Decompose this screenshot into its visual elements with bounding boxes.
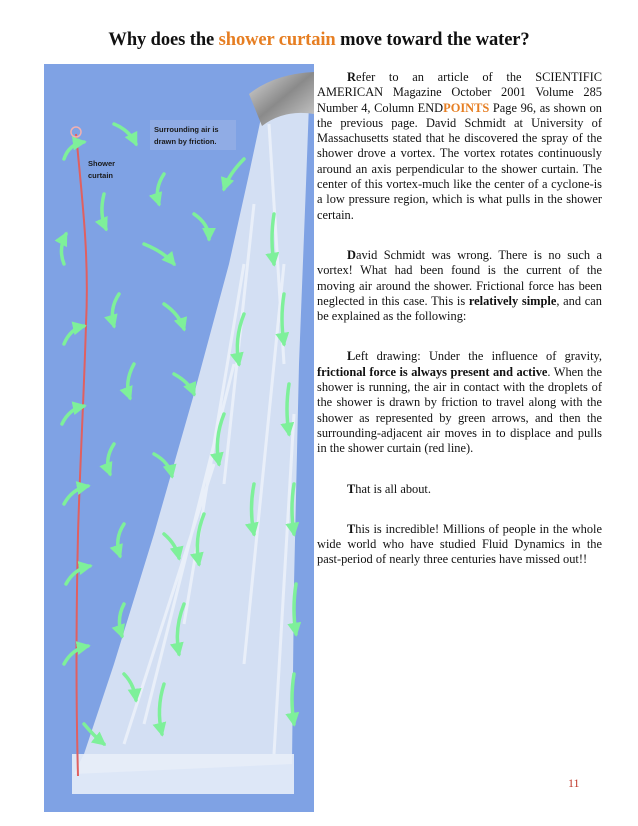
paragraph-1: Refer to an article of the SCIENTIFIC AMERICAN Magazine October 2001 Volume 285 Number 4, Column ENDPOINTS Page 96, as shown on the previous page. David Schmidt at University of Massachusetts stated that he discovered the spray of the shower drove a vortex. The vortex rotates continuously around an axis perpendicular to the shower curtain. The center of this vortex-much like the center of a cyclone-is a low pressure region, which is what pulls in the shower certain. [317, 70, 602, 222]
article-text [317, 70, 602, 593]
page-number: 11 [568, 776, 580, 790]
airflow-arrow [292, 674, 294, 724]
airflow-arrow [282, 294, 284, 344]
title-highlight: shower curtain [218, 30, 336, 50]
shower-illustration [44, 64, 314, 812]
title-post: move toward the water? [335, 30, 530, 50]
airflow-arrow [287, 384, 289, 434]
label-curtain-line2: curtain [88, 171, 114, 180]
label-surrounding-line1: Surrounding air is [154, 125, 219, 134]
label-surrounding-line2: drawn by friction. [154, 137, 217, 146]
floor-splash [72, 754, 294, 794]
page-title [0, 30, 638, 51]
label-curtain-line1: Shower [88, 159, 116, 168]
title-pre: Why does the [108, 30, 219, 50]
airflow-arrow [272, 214, 274, 264]
paragraph-3: Left drawing: Under the influence of gravity, frictional force is always present and active. When the shower is running, the air in contact with the droplets of the shower is drawn by friction to travel along with the shower as represented by green arrows, and then the surrounding-adjacent air moves in to displace and pulls in the shower curtain (red line). [317, 349, 603, 456]
airflow-arrow [292, 484, 294, 534]
label-surrounding-air [150, 120, 236, 150]
paragraph-4: That is all about. [347, 481, 431, 496]
paragraph-5: This is incredible! Millions of people in the whole wide world who have studied Fluid Dynamics in the past-period of nearly three centuries have missed out!! [317, 521, 602, 567]
paragraph-2: David Schmidt was wrong. There is no such a vortex! What had been found is the current of the moving air around the shower. Frictional force has been neglected in this case. This is relatively simple, and can be explained as the following: [317, 247, 602, 324]
airflow-arrow [294, 584, 296, 634]
